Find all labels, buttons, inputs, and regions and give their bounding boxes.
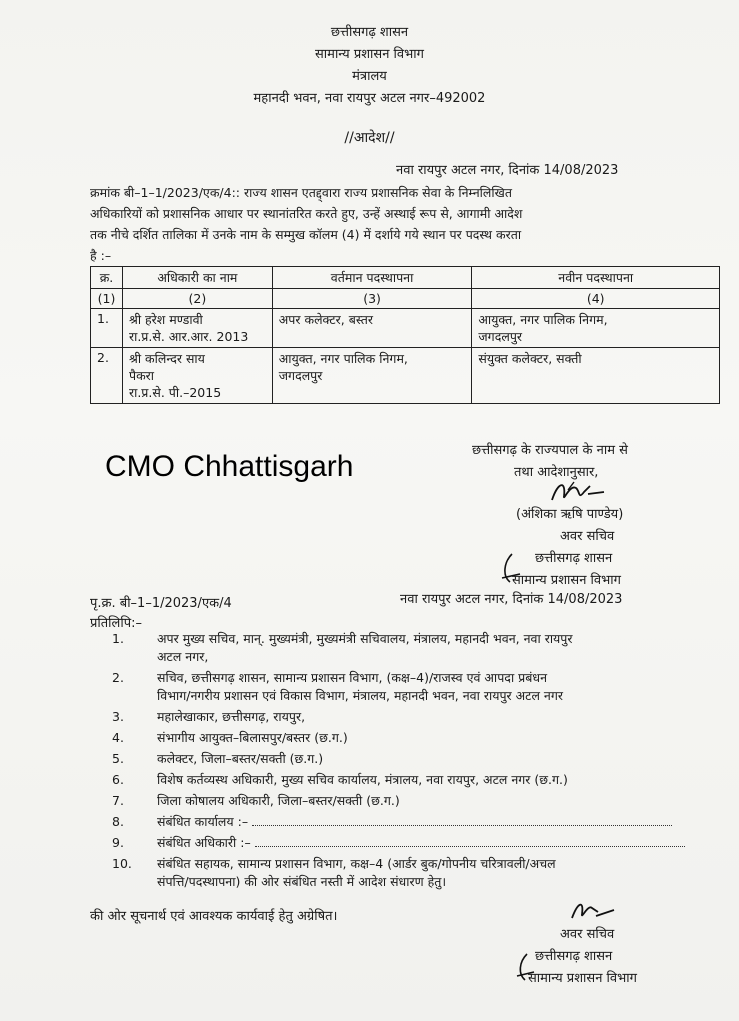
endorsement-place-date: नवा रायपुर अटल नगर, दिनांक 14/08/2023: [400, 592, 623, 607]
colnum: (3): [272, 289, 472, 309]
officer-name: श्री हरेश मण्डावी: [128, 312, 203, 327]
list-item: 4. संभागीय आयुक्त–बिलासपुर/बस्तर (छ.ग.): [112, 730, 348, 745]
header-new-posting: नवीन पदस्थापना: [472, 267, 720, 289]
closing-line: की ओर सूचनार्थ एवं आवश्यक कार्यवाई हेतु अग्रेषित।: [90, 909, 338, 924]
copy-list: [112, 630, 727, 894]
list-item: 8. संबंधित कार्यालय :–: [112, 813, 727, 831]
cell-current-posting: [272, 309, 472, 348]
header-current-posting: वर्तमान पदस्थापना: [272, 267, 472, 289]
signatory-org: छत्तीसगढ़ शासन: [535, 551, 613, 566]
colnum: (1): [91, 289, 123, 309]
list-item: 2. सचिव, छत्तीसगढ़ शासन, सामान्य प्रशासन विभाग, (कक्ष–4)/राजस्व एवं आपदा प्रबंधन विभाग/नगरीय प्रशासन एवं विकास विभाग, मंत्रालय, महानदी भवन, नवा रायपुर अटल नगर: [112, 670, 564, 703]
officer-service: रा.प्र.से. आर.आर. 2013: [128, 329, 249, 344]
transfer-table: [90, 266, 720, 404]
cell-sn: 2.: [91, 348, 123, 404]
signatory-designation: अवर सचिव: [560, 529, 615, 544]
list-item: 3. महालेखाकार, छत्तीसगढ़, रायपुर,: [112, 709, 306, 724]
new-posting: संयुक्त कलेक्टर, सक्ती: [478, 351, 582, 366]
header-ministry: मंत्रालय: [352, 69, 387, 84]
signatory2-department: सामान्य प्रशासन विभाग: [528, 971, 637, 986]
cell-new-posting: [472, 348, 720, 404]
new-posting-line2: जगदलपुर: [478, 329, 523, 344]
endorsement-ref: पृ.क्र. बी–1–1/2023/एक/4: [90, 596, 232, 611]
list-item: 5. कलेक्टर, जिला–बस्तर/सक्ती (छ.ग.): [112, 751, 324, 766]
sign-authority-line1: छत्तीसगढ़ के राज्यपाल के नाम से: [472, 443, 628, 458]
current-posting: अपर कलेक्टर, बस्तर: [278, 312, 373, 327]
header-sn: क्र.: [91, 267, 123, 289]
list-item: 7. जिला कोषालय अधिकारी, जिला–बस्तर/सक्ती (छ.ग.): [112, 793, 400, 808]
officer-name-line2: पैकरा: [128, 368, 155, 383]
current-posting-line2: जगदलपुर: [278, 368, 323, 383]
current-posting: आयुक्त, नगर पालिक निगम,: [278, 351, 408, 366]
body-line: तक नीचे दर्शित तालिका में उनके नाम के सम्मुख कॉलम (4) में दर्शाये गये स्थान पर पदस्थ करता: [90, 227, 522, 242]
body-line: क्रमांक बी–1–1/2023/एक/4:: राज्य शासन एतद्द्वारा राज्य प्रशासनिक सेवा के निम्नलिखित: [90, 185, 512, 200]
table-row: [91, 348, 720, 404]
signatory-name: (अंशिका ऋषि पाण्डेय): [516, 507, 624, 522]
officer-name: श्री कलिन्दर साय: [128, 351, 205, 366]
body-line: है :–: [90, 248, 112, 263]
cell-current-posting: [272, 348, 472, 404]
officer-service: रा.प्र.से. पी.–2015: [128, 385, 222, 400]
cell-officer-name: [122, 348, 272, 404]
signatory2-designation: अवर सचिव: [560, 927, 615, 942]
header-address: महानदी भवन, नवा रायपुर अटल नगर–492002: [253, 91, 486, 106]
blank-line: [255, 846, 685, 847]
colnum: (2): [122, 289, 272, 309]
colnum: (4): [472, 289, 720, 309]
sign-authority-line2: तथा आदेशानुसार,: [514, 465, 599, 480]
table-colnum-row: [91, 289, 720, 309]
handwritten-signature-icon: [568, 898, 618, 924]
copy-label: प्रतिलिपि:–: [90, 616, 142, 631]
body-line: अधिकारियों को प्रशासनिक आधार पर स्थानांतरित करते हुए, उन्हें अस्थाई रूप से, आगामी आदेश: [90, 206, 523, 221]
signatory2-org: छत्तीसगढ़ शासन: [535, 949, 613, 964]
list-item: 6. विशेष कर्तव्यस्थ अधिकारी, मुख्य सचिव कार्यालय, मंत्रालय, नवा रायपुर, अटल नगर (छ.ग.): [112, 772, 568, 787]
watermark-text: CMO Chhattisgarh: [105, 450, 354, 483]
order-title: //आदेश//: [344, 130, 395, 146]
header-department: सामान्य प्रशासन विभाग: [315, 47, 424, 62]
order-place-date: नवा रायपुर अटल नगर, दिनांक 14/08/2023: [396, 163, 619, 178]
handwritten-signature-icon: [548, 478, 608, 506]
list-item: 10. संबंधित सहायक, सामान्य प्रशासन विभाग, कक्ष–4 (आर्डर बुक/गोपनीय चरित्रावली/अचल संपत्ति/पदस्थापना) की ओर संबंधित नस्ती में आदेश संधारण हेतु।: [112, 856, 556, 889]
blank-line: [252, 825, 672, 826]
header-officer-name: अधिकारी का नाम: [122, 267, 272, 289]
signatory-department: सामान्य प्रशासन विभाग: [512, 573, 621, 588]
table-row: [91, 309, 720, 348]
list-item: 9. संबंधित अधिकारी :–: [112, 834, 727, 852]
new-posting: आयुक्त, नगर पालिक निगम,: [478, 312, 608, 327]
cell-new-posting: [472, 309, 720, 348]
cell-officer-name: [122, 309, 272, 348]
header-government: छत्तीसगढ़ शासन: [330, 25, 409, 40]
list-item: 1. अपर मुख्य सचिव, मान्. मुख्यमंत्री, मुख्यमंत्री सचिवालय, मंत्रालय, महानदी भवन, नवा रायपुर अटल नगर,: [112, 631, 573, 664]
table-header-row: [91, 267, 720, 289]
cell-sn: 1.: [91, 309, 123, 348]
